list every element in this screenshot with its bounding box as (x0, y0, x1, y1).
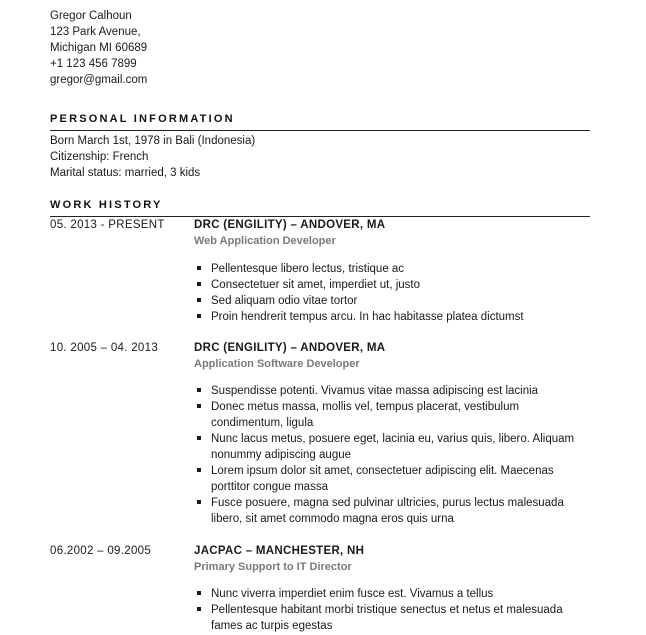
job-bullet-list (194, 383, 594, 527)
personal-birth-line: Born March 1st, 1978 in Bali (Indonesia) (50, 135, 256, 147)
bullet-square-icon (197, 314, 201, 318)
job-bullet: Pellentesque habitant morbi tristique senectus et netus et malesuada fames ac turpis egestas (194, 602, 594, 634)
personal-information-heading: PERSONAL INFORMATION (50, 113, 235, 125)
contact-email: gregor@gmail.com (50, 74, 148, 86)
contact-block (50, 8, 147, 88)
bullet-square-icon (197, 591, 201, 595)
bullet-square-icon (197, 607, 201, 611)
job-bullet: Nunc lacus metus, posuere eget, lacinia eu, varius quis, libero. Aliquam nonummy adipiscing augue (194, 431, 594, 463)
job-bullet-list (194, 586, 594, 634)
job-bullet: Proin hendrerit tempus arcu. In hac habitasse platea dictumst (194, 309, 594, 325)
job-bullet: Consectetuer sit amet, imperdiet ut, justo (194, 277, 594, 293)
job-bullet: Fusce posuere, magna sed pulvinar ultricies, purus lectus malesuada libero, sit amet commodo magna eros quis urna (194, 495, 594, 527)
contact-name: Gregor Calhoun (50, 10, 132, 22)
bullet-square-icon (197, 404, 201, 408)
bullet-square-icon (197, 266, 201, 270)
bullet-square-icon (197, 388, 201, 392)
job-date: 10. 2005 – 04. 2013 (50, 342, 159, 354)
job-company: DRC (ENGILITY) – ANDOVER, MA (194, 219, 386, 231)
bullet-square-icon (197, 436, 201, 440)
bullet-square-icon (197, 500, 201, 504)
personal-information-divider (50, 130, 590, 131)
personal-marital-line: Marital status: married, 3 kids (50, 167, 201, 179)
job-bullet-list (194, 261, 594, 325)
bullet-square-icon (197, 468, 201, 472)
job-role: Application Software Developer (194, 358, 360, 370)
job-company: DRC (ENGILITY) – ANDOVER, MA (194, 342, 386, 354)
job-bullet: Donec metus massa, mollis vel, tempus placerat, vestibulum condimentum, ligula (194, 399, 594, 431)
job-entry (50, 342, 610, 532)
personal-information-block (50, 133, 255, 181)
job-bullet: Sed aliquam odio vitae tortor (194, 293, 594, 309)
personal-citizenship-line: Citizenship: French (50, 151, 149, 163)
job-company: JACPAC – MANCHESTER, NH (194, 545, 365, 557)
bullet-square-icon (197, 282, 201, 286)
job-date: 06.2002 – 09.2005 (50, 545, 152, 557)
job-bullet: Lorem ipsum dolor sit amet, consectetuer adipiscing elit. Maecenas porttitor congue massa (194, 463, 594, 495)
work-history-heading: WORK HISTORY (50, 199, 163, 211)
job-bullet: Pellentesque libero lectus, tristique ac (194, 261, 594, 277)
bullet-square-icon (197, 298, 201, 302)
job-entry (50, 219, 610, 329)
job-role: Primary Support to IT Director (194, 561, 352, 573)
job-bullet: Suspendisse potenti. Vivamus vitae massa adipiscing est lacinia (194, 383, 594, 399)
contact-phone: +1 123 456 7899 (50, 58, 137, 70)
job-bullet: Nunc viverra imperdiet enim fusce est. Vivamus a tellus (194, 586, 594, 602)
contact-city: Michigan MI 60689 (50, 42, 148, 54)
job-role: Web Application Developer (194, 235, 336, 247)
job-entry (50, 545, 610, 635)
work-history-divider (50, 216, 590, 217)
contact-street: 123 Park Avenue, (50, 26, 141, 38)
job-date: 05. 2013 - PRESENT (50, 219, 165, 231)
